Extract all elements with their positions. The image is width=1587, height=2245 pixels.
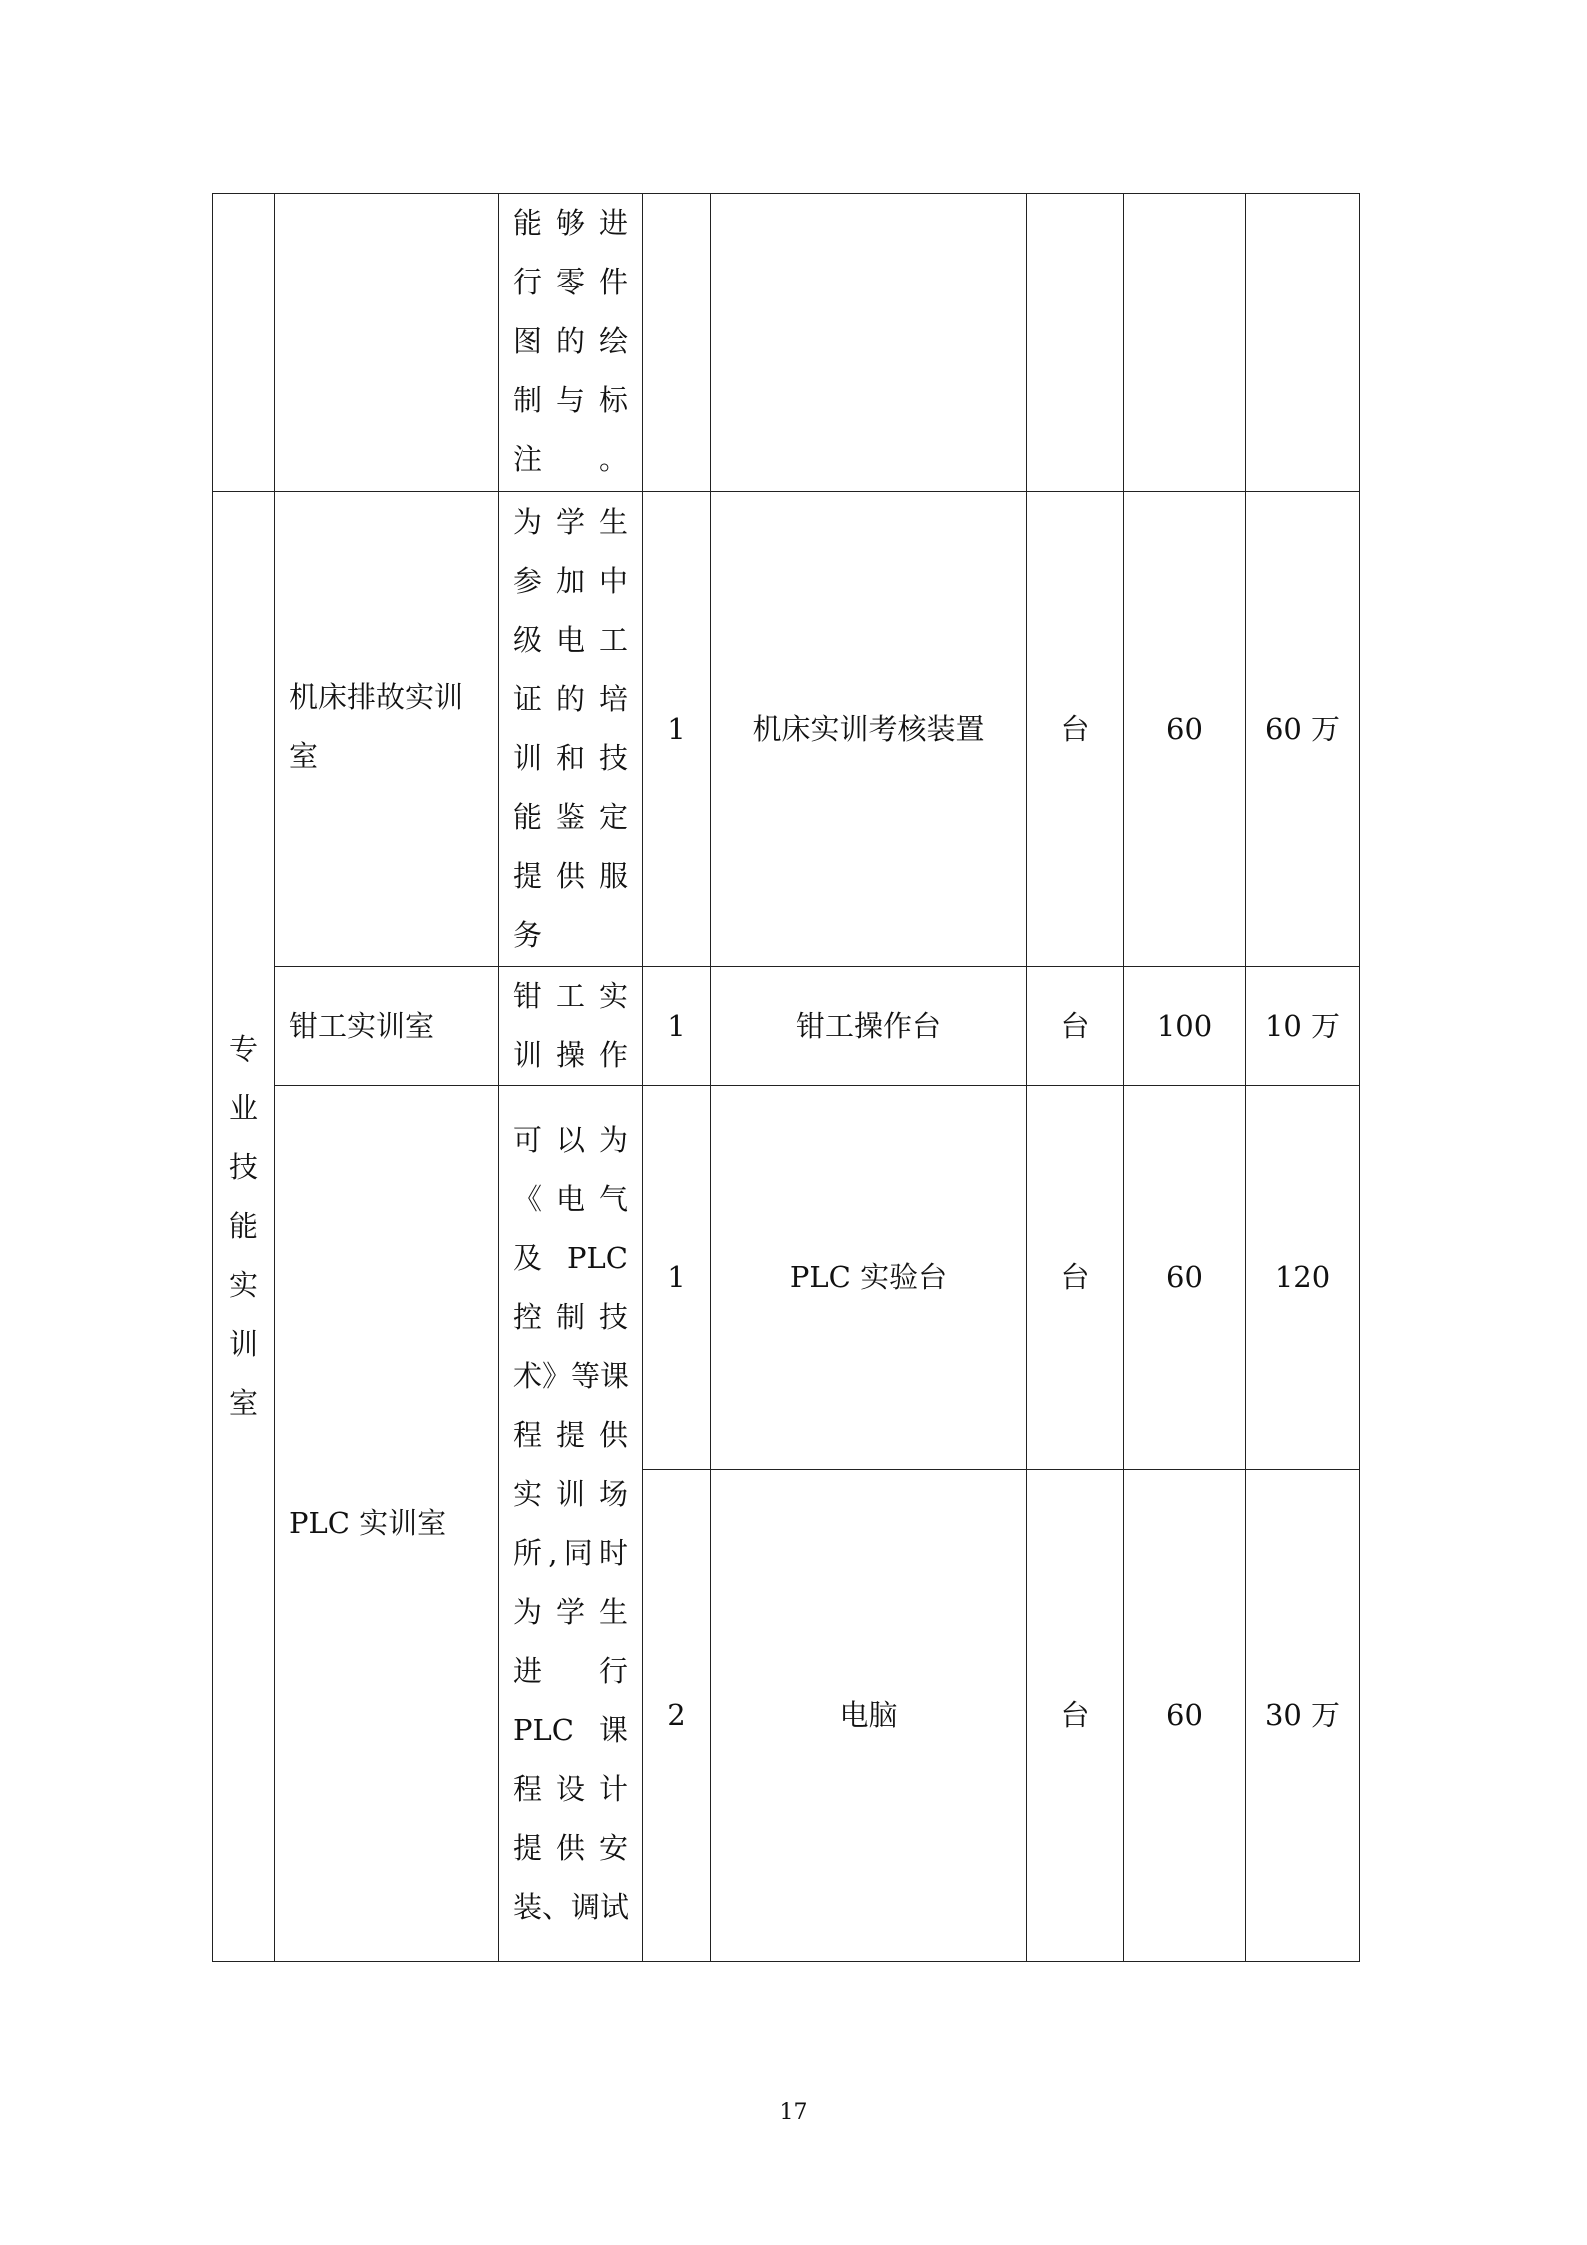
category-label: 专业技能实训室 (228, 1032, 258, 1420)
function-text: 能够进 行零件 图的绘 制与标 注。 (513, 206, 628, 476)
equipment-table (212, 193, 1360, 1962)
cell-price: 120 (1246, 1086, 1360, 1470)
cell-function (499, 967, 643, 1086)
cell-equipment: 电脑 (711, 1470, 1027, 1962)
cell-equipment: 钳工操作台 (711, 967, 1027, 1086)
cell-equipment-empty (711, 194, 1027, 492)
cell-category-empty (213, 194, 275, 492)
function-text: 可以为 《电气 及 PLC 控制技 术》等课 程提供 实训场 所,同时 为学生 进 行 PLC 课 程设计 提供安 装、调试 (513, 1122, 630, 1924)
table-row (213, 967, 1360, 1086)
cell-room-empty (275, 194, 499, 492)
table-row-continuation (213, 194, 1360, 492)
cell-seq: 2 (643, 1470, 711, 1962)
function-text: 为学生 参加中 级电工 证的培 训和技 能鉴定 提供服 务 (513, 505, 628, 952)
cell-seq: 1 (643, 1086, 711, 1470)
room-name: 机床排故实训室 (289, 680, 464, 773)
cell-category (213, 492, 275, 1962)
cell-unit: 台 (1027, 1086, 1124, 1470)
cell-unit: 台 (1027, 967, 1124, 1086)
cell-price-empty (1246, 194, 1360, 492)
cell-seq: 1 (643, 492, 711, 967)
cell-unit: 台 (1027, 1470, 1124, 1962)
cell-room-name: 钳工实训室 (275, 967, 499, 1086)
cell-price: 30 万 (1246, 1470, 1360, 1962)
cell-unit-empty (1027, 194, 1124, 492)
cell-room-name (275, 492, 499, 967)
table-row (213, 492, 1360, 967)
cell-unit: 台 (1027, 492, 1124, 967)
function-text: 钳工实 训操作 (513, 979, 628, 1072)
table-row (213, 1086, 1360, 1470)
cell-count-empty (1124, 194, 1246, 492)
cell-seq-empty (643, 194, 711, 492)
cell-count: 100 (1124, 967, 1246, 1086)
cell-function (499, 492, 643, 967)
cell-function (499, 194, 643, 492)
cell-count: 60 (1124, 492, 1246, 967)
cell-price: 10 万 (1246, 967, 1360, 1086)
cell-price: 60 万 (1246, 492, 1360, 967)
page-number: 17 (779, 2100, 808, 2125)
cell-room-name: PLC 实训室 (275, 1086, 499, 1962)
cell-function (499, 1086, 643, 1962)
cell-count: 60 (1124, 1086, 1246, 1470)
cell-equipment: 机床实训考核装置 (711, 492, 1027, 967)
cell-equipment: PLC 实验台 (711, 1086, 1027, 1470)
cell-count: 60 (1124, 1470, 1246, 1962)
cell-seq: 1 (643, 967, 711, 1086)
